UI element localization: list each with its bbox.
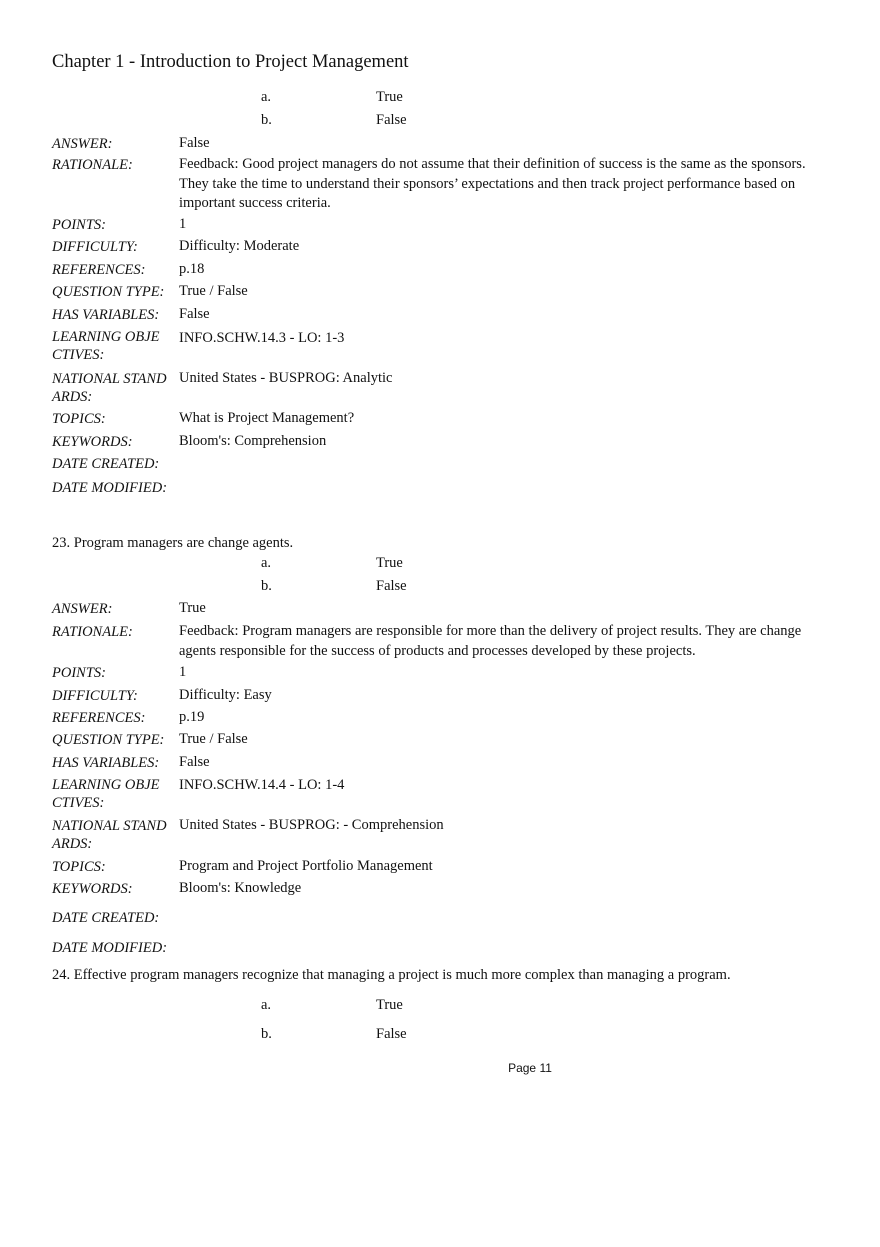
q22-question-type: True / False bbox=[179, 283, 248, 299]
question-type-label: QUESTION TYPE: bbox=[52, 284, 165, 300]
has-variables-label: HAS VARIABLES: bbox=[52, 755, 160, 771]
keywords-label: KEYWORDS: bbox=[52, 434, 133, 450]
q22-topics: What is Project Management? bbox=[179, 410, 355, 426]
q23-option-b-letter: b. bbox=[261, 578, 272, 594]
learning-objectives-label-line2: CTIVES: bbox=[52, 795, 105, 811]
q22-answer: False bbox=[179, 135, 210, 151]
learning-objectives-label-line2: CTIVES: bbox=[52, 347, 105, 363]
q22-option-b-letter: b. bbox=[261, 112, 272, 128]
q23-references: p.19 bbox=[179, 709, 205, 725]
q23-national-standards: United States - BUSPROG: - Comprehension bbox=[179, 817, 444, 833]
date-modified-label: DATE MODIFIED: bbox=[52, 480, 168, 496]
question-type-label: QUESTION TYPE: bbox=[52, 732, 165, 748]
topics-label: TOPICS: bbox=[52, 859, 106, 875]
q24-option-b-letter: b. bbox=[261, 1026, 272, 1042]
q22-difficulty: Difficulty: Moderate bbox=[179, 238, 300, 254]
national-standards-label-line1: NATIONAL STAND bbox=[52, 818, 167, 834]
references-label: REFERENCES: bbox=[52, 710, 146, 726]
topics-label: TOPICS: bbox=[52, 411, 106, 427]
q22-learning-objectives: INFO.SCHW.14.3 - LO: 1-3 bbox=[179, 330, 345, 346]
q22-option-a-letter: a. bbox=[261, 89, 272, 105]
difficulty-label: DIFFICULTY: bbox=[52, 688, 138, 704]
page-number: Page 11 bbox=[508, 1061, 552, 1075]
q24-option-a-letter: a. bbox=[261, 997, 272, 1013]
q22-has-variables: False bbox=[179, 306, 210, 322]
q23-question: 23. Program managers are change agents. bbox=[52, 535, 294, 551]
rationale-label: RATIONALE: bbox=[52, 624, 133, 640]
q22-points: 1 bbox=[179, 216, 187, 232]
q22-option-a-text: True bbox=[376, 89, 403, 105]
learning-objectives-label bbox=[52, 776, 180, 812]
date-created-label: DATE CREATED: bbox=[52, 456, 160, 472]
has-variables-label: HAS VARIABLES: bbox=[52, 307, 160, 323]
q23-question-type: True / False bbox=[179, 731, 248, 747]
answer-label: ANSWER: bbox=[52, 136, 113, 152]
q23-option-a-text: True bbox=[376, 555, 403, 571]
points-label: POINTS: bbox=[52, 665, 106, 681]
keywords-label: KEYWORDS: bbox=[52, 881, 133, 897]
q24-option-b-text: False bbox=[376, 1026, 407, 1042]
q23-difficulty: Difficulty: Easy bbox=[179, 687, 272, 703]
answer-label: ANSWER: bbox=[52, 601, 113, 617]
q23-learning-objectives: INFO.SCHW.14.4 - LO: 1-4 bbox=[179, 777, 345, 793]
q24-question: 24. Effective program managers recognize that managing a project is much more complex than managing a program. bbox=[52, 967, 731, 983]
q23-option-b-text: False bbox=[376, 578, 407, 594]
q22-rationale: Feedback: Good project managers do not assume that their definition of success is the same as the sponsors. They take the time to understand their sponsors’ expectations and then track project performance based on important success criteria. bbox=[179, 156, 806, 211]
learning-objectives-label-line1: LEARNING OBJE bbox=[52, 329, 160, 345]
q22-references: p.18 bbox=[179, 261, 205, 277]
q23-points: 1 bbox=[179, 664, 187, 680]
rationale-label: RATIONALE: bbox=[52, 157, 133, 173]
q23-answer: True bbox=[179, 600, 206, 616]
national-standards-label bbox=[52, 370, 180, 406]
national-standards-label-line2: ARDS: bbox=[52, 836, 93, 852]
date-created-label: DATE CREATED: bbox=[52, 910, 160, 926]
national-standards-label bbox=[52, 817, 180, 853]
q24-option-a-text: True bbox=[376, 997, 403, 1013]
difficulty-label: DIFFICULTY: bbox=[52, 239, 138, 255]
q22-keywords: Bloom's: Comprehension bbox=[179, 433, 327, 449]
references-label: REFERENCES: bbox=[52, 262, 146, 278]
q23-option-a-letter: a. bbox=[261, 555, 272, 571]
date-modified-label: DATE MODIFIED: bbox=[52, 940, 168, 956]
q23-keywords: Bloom's: Knowledge bbox=[179, 880, 302, 896]
learning-objectives-label bbox=[52, 328, 180, 364]
q23-has-variables: False bbox=[179, 754, 210, 770]
q22-national-standards: United States - BUSPROG: Analytic bbox=[179, 370, 393, 386]
national-standards-label-line2: ARDS: bbox=[52, 389, 93, 405]
q22-option-b-text: False bbox=[376, 112, 407, 128]
learning-objectives-label-line1: LEARNING OBJE bbox=[52, 777, 160, 793]
q23-rationale: Feedback: Program managers are responsible for more than the delivery of project results. They are change agents responsible for the success of products and processes developed by these projects. bbox=[179, 623, 802, 659]
points-label: POINTS: bbox=[52, 217, 106, 233]
national-standards-label-line1: NATIONAL STAND bbox=[52, 371, 167, 387]
page-title: Chapter 1 - Introduction to Project Management bbox=[52, 52, 409, 72]
q23-topics: Program and Project Portfolio Management bbox=[179, 858, 433, 874]
